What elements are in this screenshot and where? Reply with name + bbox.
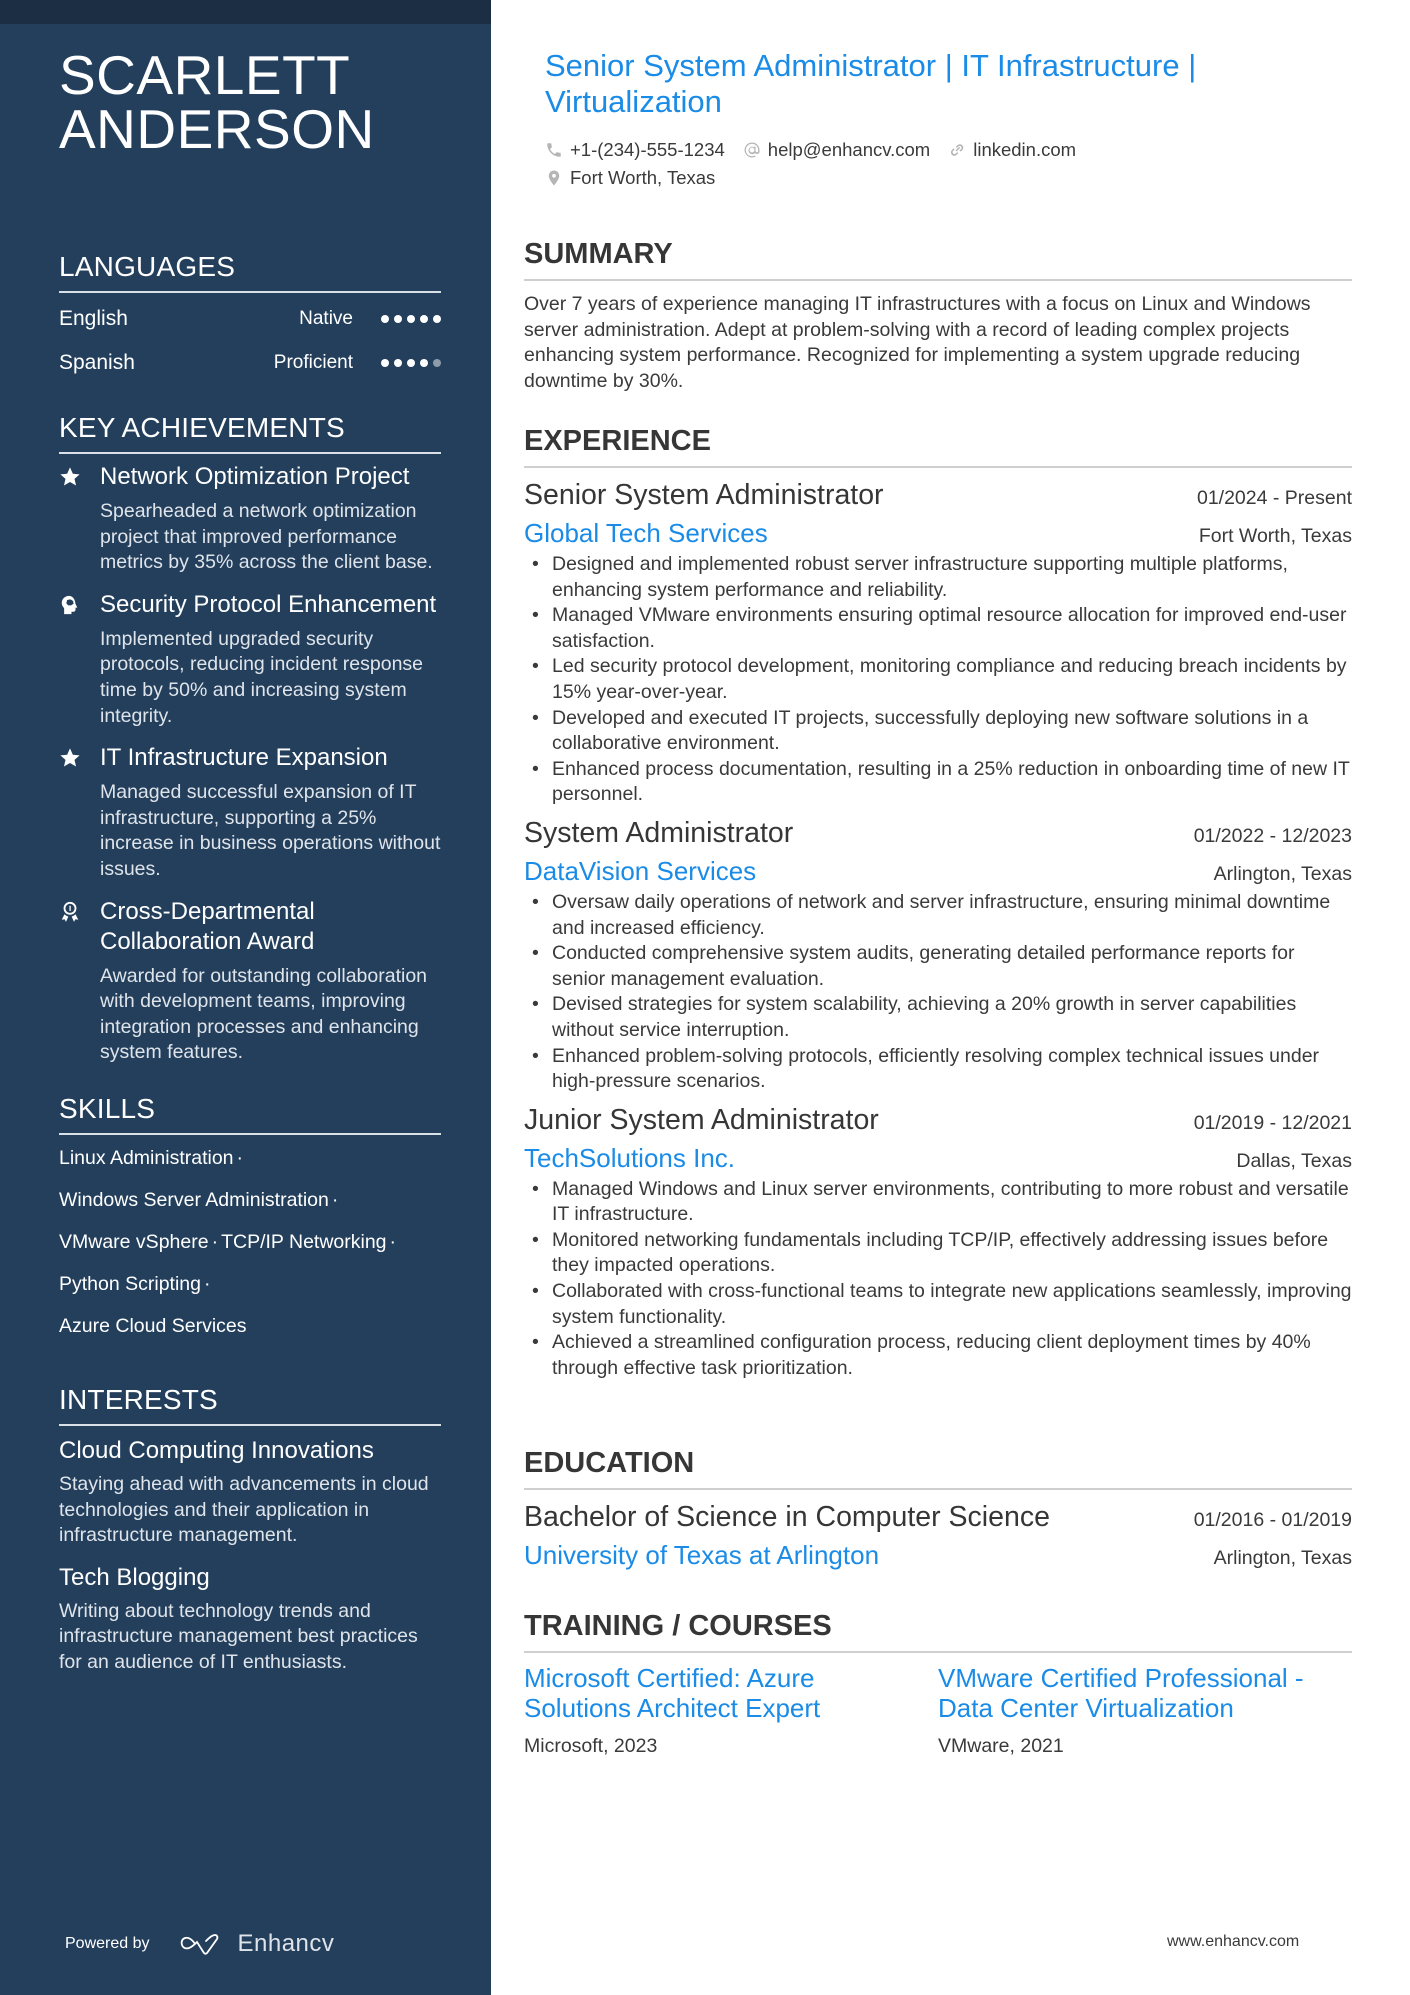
- achievement-desc: Implemented upgraded security protocols, reducing incident response time by 50% and increasing system integrity.: [100, 627, 424, 727]
- bullet-item: • Led security protocol development, monitoring compliance and reducing breach incidents by 15% year-over-year.: [524, 654, 1352, 705]
- education-location: Arlington, Texas: [1213, 1547, 1352, 1569]
- bullet-item: • Collaborated with cross-functional teams to integrate new applications seamlessly, improving system functionality.: [524, 1279, 1352, 1330]
- summary-text: Over 7 years of experience managing IT infrastructures with a focus on Linux and Windows server administration. Adept at problem-solving with a record of leading complex projects enhancing system performance. Recognized for implementing a system upgrade reducing downtime by 30%.: [524, 293, 1311, 392]
- contact-email[interactable]: [743, 139, 930, 161]
- bullet-item: • Oversaw daily operations of network and server infrastructure, ensuring minimal downtime and increased efficiency.: [524, 890, 1352, 941]
- language-level: Proficient: [273, 352, 353, 373]
- job-company[interactable]: TechSolutions Inc.: [524, 1142, 736, 1173]
- skill-tag: Python Scripting: [59, 1272, 201, 1295]
- job-location: Dallas, Texas: [1236, 1149, 1352, 1172]
- education-heading: EDUCATION: [524, 1446, 1352, 1490]
- job-company[interactable]: Global Tech Services: [524, 518, 768, 548]
- rating-dot-filled: [407, 359, 415, 367]
- achievements-heading: KEY ACHIEVEMENTS: [59, 411, 441, 454]
- job-dates: 01/2022 - 12/2023: [1193, 824, 1352, 847]
- bullet-item: • Conducted comprehensive system audits, generating detailed performance reports for senior management evaluation.: [524, 941, 1352, 992]
- skill-separator: ·: [236, 1146, 244, 1169]
- job-bullets: [524, 890, 1352, 1095]
- achievement-desc: Spearheaded a network optimization project that improved performance metrics by 35% across the client base.: [100, 500, 433, 574]
- candidate-name: SCARLETT ANDERSON: [59, 44, 375, 160]
- star-icon: [59, 743, 100, 882]
- rating-dot-empty: [433, 359, 441, 367]
- job-company[interactable]: DataVision Services: [524, 855, 757, 886]
- rating-dots: [381, 315, 441, 323]
- phone-icon: [545, 141, 563, 159]
- achievement-title: Cross-Departmental Collaboration Award: [100, 897, 315, 955]
- course-title[interactable]: Microsoft Certified: Azure Solutions Architect Expert: [524, 1663, 821, 1723]
- contact-phone[interactable]: [545, 139, 725, 161]
- phone-text: +1-(234)-555-1234: [570, 139, 725, 160]
- job-location: Fort Worth, Texas: [1198, 525, 1352, 547]
- achievements-section: [59, 411, 441, 1066]
- bullet-item: • Devised strategies for system scalability, achieving a 20% growth in server capabilities without service interruption.: [524, 992, 1352, 1043]
- enhancv-brand: Enhancv: [237, 1930, 335, 1957]
- job-dates: 01/2019 - 12/2021: [1193, 1111, 1352, 1134]
- sidebar: [0, 0, 491, 1995]
- job-entry: [524, 814, 1352, 1095]
- interest-title: Cloud Computing Innovations: [59, 1436, 374, 1464]
- contact-line: [545, 136, 1245, 164]
- education-section: [524, 1446, 1352, 1572]
- experience-section: [524, 424, 1352, 1381]
- achievement-desc: Managed successful expansion of IT infrastructure, supporting a 25% increase in business operations without issues.: [100, 781, 441, 880]
- contact-line: [545, 164, 1245, 192]
- job-location: Arlington, Texas: [1213, 862, 1352, 885]
- bullet-item: • Enhanced process documentation, resulting in a 25% reduction in onboarding time of new IT personnel.: [524, 757, 1352, 808]
- interest-desc: Staying ahead with advancements in cloud technologies and their application in infrastructure management.: [59, 1472, 429, 1547]
- bullet-item: • Achieved a streamlined configuration process, reducing client deployment times by 40% through effective task prioritization.: [524, 1330, 1352, 1381]
- rating-dots: [381, 359, 441, 367]
- rating-dot-filled: [394, 315, 402, 323]
- rating-dot-filled: [381, 315, 389, 323]
- bullet-item: • Monitored networking fundamentals including TCP/IP, effectively addressing issues before they impacted operations.: [524, 1228, 1352, 1279]
- powered-by: [65, 1930, 334, 1958]
- course-item: [938, 1663, 1352, 1758]
- star-icon: [59, 462, 100, 576]
- email-text: help@enhancv.com: [767, 139, 931, 160]
- course-title[interactable]: VMware Certified Professional - Data Center Virtualization: [938, 1663, 1304, 1723]
- training-section: [524, 1609, 1352, 1758]
- rating-dot-filled: [407, 315, 415, 323]
- skill-tag: Azure Cloud Services: [59, 1314, 247, 1337]
- achievement-item: [59, 897, 441, 1066]
- rating-dot-filled: [433, 315, 441, 323]
- training-heading: TRAINING / COURSES: [524, 1609, 1352, 1653]
- at-icon: [743, 141, 761, 159]
- skill-separator: ·: [204, 1272, 211, 1295]
- sidebar-content: [59, 44, 441, 1675]
- achievement-item: [59, 743, 441, 882]
- language-level: Native: [299, 308, 353, 329]
- bullet-item: • Managed Windows and Linux server environments, contributing to more robust and versatile IT infrastructure.: [524, 1177, 1352, 1228]
- job-bullets: [524, 1177, 1352, 1382]
- course-provider: Microsoft, 2023: [524, 1735, 658, 1757]
- interest-desc: Writing about technology trends and infrastructure management best practices for an audience of IT enthusiasts.: [59, 1599, 418, 1673]
- linkedin-text: linkedin.com: [973, 139, 1077, 160]
- skill-line: [59, 1179, 441, 1221]
- brain-head-icon: [59, 590, 100, 729]
- skill-line: [59, 1263, 441, 1305]
- course-provider: VMware, 2021: [938, 1735, 1064, 1757]
- rating-dot-filled: [394, 359, 402, 367]
- contact-info: [545, 136, 1245, 192]
- achievement-title: Network Optimization Project: [100, 463, 410, 490]
- skills-heading: SKILLS: [59, 1092, 441, 1135]
- achievement-desc: Awarded for outstanding collaboration with development teams, improving integration processes and enhancing system features.: [100, 964, 428, 1064]
- languages-heading: LANGUAGES: [59, 250, 441, 293]
- link-icon: [948, 141, 966, 159]
- job-title: Junior System Administrator: [524, 1103, 879, 1136]
- language-name: Spanish: [59, 351, 135, 374]
- skill-tag: VMware vSphere: [59, 1230, 209, 1253]
- bullet-item: • Developed and executed IT projects, successfully deploying new software solutions in a collaborative environment.: [524, 706, 1352, 757]
- course-item: [524, 1663, 938, 1758]
- rating-dot-filled: [420, 359, 428, 367]
- achievement-title: Security Protocol Enhancement: [100, 590, 437, 618]
- job-entry: [524, 1101, 1352, 1382]
- job-entry: [524, 476, 1352, 808]
- enhancv-logo-icon: [178, 1931, 224, 1957]
- achievement-item: [59, 590, 441, 729]
- location-text: Fort Worth, Texas: [570, 167, 716, 188]
- bullet-item: • Managed VMware environments ensuring optimal resource allocation for improved end-user satisfaction.: [524, 603, 1352, 654]
- language-row: [59, 341, 441, 385]
- enhancv-logo[interactable]: [178, 1930, 335, 1958]
- rating-dot-filled: [420, 315, 428, 323]
- language-name: English: [59, 307, 128, 330]
- education-entry: [524, 1498, 1352, 1572]
- interest-title: Tech Blogging: [59, 1563, 210, 1591]
- skill-tag: TCP/IP Networking: [221, 1230, 387, 1253]
- powered-by-label: Powered by: [65, 1935, 150, 1952]
- award-ribbon-icon: [59, 897, 100, 1066]
- job-title: System Administrator: [524, 816, 794, 849]
- sidebar-top-strip: [0, 0, 491, 24]
- summary-section: [524, 237, 1352, 394]
- languages-section: [59, 250, 441, 385]
- achievement-item: [59, 462, 441, 576]
- language-row: [59, 297, 441, 341]
- skill-tag: Linux Administration: [59, 1146, 234, 1169]
- job-bullets: [524, 552, 1352, 808]
- job-dates: 01/2024 - Present: [1196, 487, 1352, 509]
- contact-linkedin[interactable]: [948, 139, 1076, 161]
- skill-tag: Windows Server Administration: [59, 1188, 329, 1211]
- skill-separator: ·: [389, 1230, 397, 1253]
- footer-url[interactable]: www.enhancv.com: [1167, 1933, 1300, 1950]
- summary-heading: SUMMARY: [524, 237, 1352, 281]
- location-pin-icon: [545, 169, 563, 187]
- rating-dot-filled: [381, 359, 389, 367]
- job-title: Senior System Administrator: [524, 479, 884, 511]
- skill-line: [59, 1221, 441, 1263]
- degree: Bachelor of Science in Computer Science: [524, 1501, 1050, 1533]
- bullet-item: • Enhanced problem-solving protocols, efficiently resolving complex technical issues under high-pressure scenarios.: [524, 1044, 1352, 1095]
- courses-grid: [524, 1663, 1352, 1758]
- contact-location: [545, 167, 715, 189]
- skill-separator: ·: [211, 1230, 219, 1253]
- headline: Senior System Administrator | IT Infrastructure | Virtualization: [545, 48, 1197, 119]
- bullet-item: • Designed and implemented robust server infrastructure supporting multiple platforms, enhancing system performance and reliability.: [524, 552, 1352, 603]
- skills-section: [59, 1092, 441, 1347]
- interests-section: [59, 1383, 441, 1676]
- school[interactable]: University of Texas at Arlington: [524, 1540, 880, 1570]
- achievement-title: IT Infrastructure Expansion: [100, 744, 388, 772]
- interests-heading: INTERESTS: [59, 1383, 441, 1426]
- experience-heading: EXPERIENCE: [524, 424, 1352, 468]
- skill-line: [59, 1305, 441, 1347]
- education-dates: 01/2016 - 01/2019: [1193, 1509, 1352, 1531]
- skill-line: [59, 1137, 441, 1179]
- skill-separator: ·: [331, 1188, 339, 1211]
